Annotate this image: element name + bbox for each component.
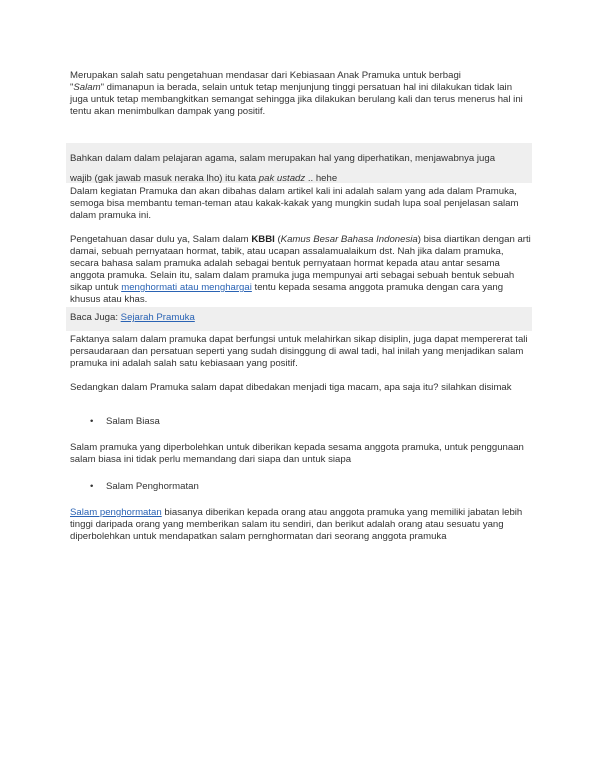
highlight-pak-ustadz: pak ustadz: [258, 173, 306, 184]
paragraph-4: Faktanya salam dalam pramuka dapat berfungsi untuk melahirkan sikap disiplin, juga dapat mempererat tali persaudaraan dan persatuan seperti yang sudah disinggung di awal tadi, hal inilah yang menjadikan salam pramuka ini adalah salah satu kebiasaan yang positif.: [70, 334, 528, 369]
intro-text-a: Merupakan salah satu pengetahuan mendasar dari Kebiasaan Anak Pramuka untuk berbagi: [70, 70, 461, 81]
bullet-salam-biasa: Salam Biasa: [106, 416, 160, 427]
paragraph-6: Salam pramuka yang diperbolehkan untuk diberikan kepada sesama anggota pramuka, untuk penggunaan salam biasa ini tidak perlu memandang dari siapa dan untuk siapa: [70, 442, 524, 465]
baca-juga: [70, 312, 532, 324]
p3-text-a: Pengetahuan dasar dulu ya, Salam dalam: [70, 234, 252, 245]
intro-text-d: " dimanapun ia berada, selain untuk tetap menjunjung tinggi persatuan hal ini dilakukan tidak lain juga untuk tetap membangkitkan semangat sehingga jika dilakukan berulang kali dan terus menerus hal ini tentu akan menimbulkan dampak yang positif.: [70, 82, 523, 117]
p3-kbbi-expansion: Kamus Besar Bahasa Indonesia: [280, 234, 418, 245]
highlight-line2a: wajib (gak jawab masuk neraka lho) itu kata: [70, 173, 259, 184]
p3-text-c: (: [274, 234, 281, 245]
link-sejarah-pramuka[interactable]: Sejarah Pramuka: [120, 312, 195, 323]
bullet-dot-1: •: [90, 416, 94, 427]
paragraph-7: [70, 507, 532, 543]
highlight-line2c: .. hehe: [305, 173, 338, 184]
highlight-line1: Bahkan dalam dalam pelajaran agama, salam merupakan hal yang diperhatikan, menjawabnya juga: [70, 153, 496, 164]
paragraph-3: [70, 234, 532, 306]
p3-text-f: tentu kepada sesama anggota pramuka dengan cara yang khusus atau khas.: [70, 282, 504, 305]
paragraph-5: Sedangkan dalam Pramuka salam dapat dibedakan menjadi tiga macam, apa saja itu? silahkan disimak: [70, 382, 512, 393]
p3-kbbi-bold: KBBI: [251, 234, 275, 245]
paragraph-2: Dalam kegiatan Pramuka dan akan dibahas dalam artikel kali ini adalah salam yang ada dalam Pramuka, semoga bisa membantu teman-teman atau kakak-kakak yang mungkin sudah lupa soal penjelasan salam dalam pramuka ini.: [70, 186, 519, 221]
bullet-dot-2: •: [90, 481, 94, 492]
intro-paragraph: [70, 70, 532, 118]
baca-juga-label: Baca Juga:: [70, 312, 121, 323]
intro-quote-open: ": [70, 82, 74, 93]
p7-text: biasanya diberikan kepada orang atau anggota pramuka yang memiliki jabatan lebih tinggi daripada orang yang memberikan salam itu sendiri, dan berikut adalah orang atau sesuatu yang diperbolehkan untuk mendapatkan salam pernghormatan dari seorang anggota pramuka: [70, 507, 523, 542]
link-menghormati[interactable]: menghormati atau menghargai: [121, 282, 252, 293]
intro-salam-italic: Salam: [73, 82, 101, 93]
highlight-paragraph: [70, 149, 532, 189]
bullet-salam-penghormatan: Salam Penghormatan: [106, 481, 199, 492]
link-salam-penghormatan[interactable]: Salam penghormatan: [70, 507, 162, 518]
p3-text-e: ) bisa diartikan dengan arti damai, sebuah pernyataan hormat, tabik, atau ucapan assalamualaikum dst. Nah jika dalam pramuka, secara bahasa salam pramuka adalah sebagai bentuk pernyataan hormat kepada atau antar sesama anggota pramuka. Selain itu, salam dalam pramuka juga mempunyai arti sebagai sebuah bentuk sebuah sikap untuk: [70, 234, 531, 293]
